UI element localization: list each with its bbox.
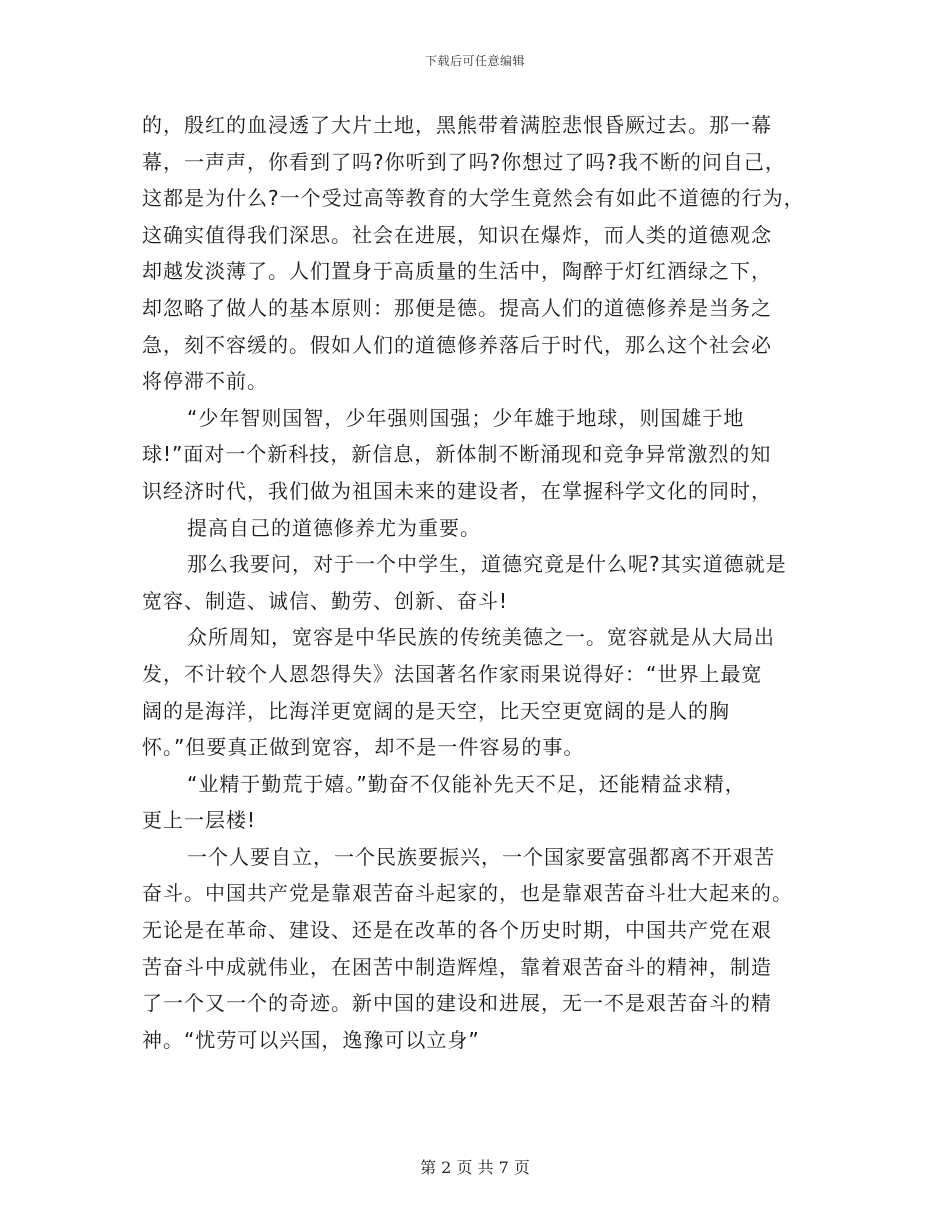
text-line: 的，殷红的血浸透了大片土地，黑熊带着满腔悲恨昏厥过去。那一幕 (142, 113, 772, 137)
text-line: 发，不计较个人恩怨得失》法国著名作家雨果说得好：“世界上最宽 (142, 661, 763, 686)
text-line: 这确实值得我们深思。社会在进展，知识在爆炸，而人类的道德观念 (142, 222, 772, 247)
text-line: 苦奋斗中成就伟业，在困苦中制造辉煌，靠着艰苦奋斗的精神，制造 (142, 954, 772, 979)
text-line: 更上一层楼! (142, 808, 257, 833)
text-line: 无论是在革命、建设、还是在改革的各个历史时期，中国共产党在艰 (142, 918, 772, 943)
text-line: 将停滞不前。 (142, 369, 268, 394)
text-line: 那么我要问，对于一个中学生，道德究竟是什么呢?其实道德就是 (187, 552, 787, 577)
text-line: “少年智则国智，少年强则国强；少年雄于地球，则国雄于地 (187, 405, 745, 430)
text-line: 幕，一声声，你看到了吗?你听到了吗?你想过了吗?我不断的问自己， (142, 149, 786, 174)
page-number-footer: 第 2 页 共 7 页 (420, 1158, 530, 1177)
text-line: 提高自己的道德修养尤为重要。 (187, 515, 481, 540)
text-line: 识经济时代，我们做为祖国未来的建设者，在掌握科学文化的同时， (142, 478, 772, 503)
document-body (142, 107, 822, 1058)
text-line: 这都是为什么?一个受过高等教育的大学生竟然会有如此不道德的行为， (142, 186, 805, 211)
page-header: 下载后可任意编辑 (424, 54, 525, 68)
text-line: “业精于勤荒于嬉。”勤奋不仅能补先天不足，还能精益求精， (187, 771, 746, 796)
text-line: 众所周知，宽容是中华民族的传统美德之一。宽容就是从大局出 (187, 625, 775, 650)
text-line: 了一个又一个的奇迹。新中国的建设和进展，无一不是艰苦奋斗的精 (142, 991, 772, 1016)
text-line: 神。“忧劳可以兴国，逸豫可以立身” (142, 1027, 480, 1052)
text-line: 球!”面对一个新科技，新信息，新体制不断涌现和竞争异常激烈的知 (142, 442, 772, 467)
text-line: 急，刻不容缓的。假如人们的道德修养落后于时代，那么这个社会必 (142, 332, 772, 357)
text-line: 却忽略了做人的基本原则：那便是德。提高人们的道德修养是当务之 (142, 295, 772, 320)
text-line: 宽容、制造、诚信、勤劳、创新、奋斗! (142, 588, 509, 613)
text-line: 奋斗。中国共产党是靠艰苦奋斗起家的，也是靠艰苦奋斗壮大起来的。 (142, 881, 793, 906)
text-line: 一个人要自立，一个民族要振兴，一个国家要富强都离不开艰苦 (187, 844, 775, 869)
text-line: 阔的是海洋，比海洋更宽阔的是天空，比天空更宽阔的是人的胸 (142, 698, 730, 723)
text-line: 怀。”但要真正做到宽容，却不是一件容易的事。 (142, 735, 585, 760)
text-line: 却越发淡薄了。人们置身于高质量的生活中，陶醉于灯红酒绿之下， (142, 259, 772, 284)
